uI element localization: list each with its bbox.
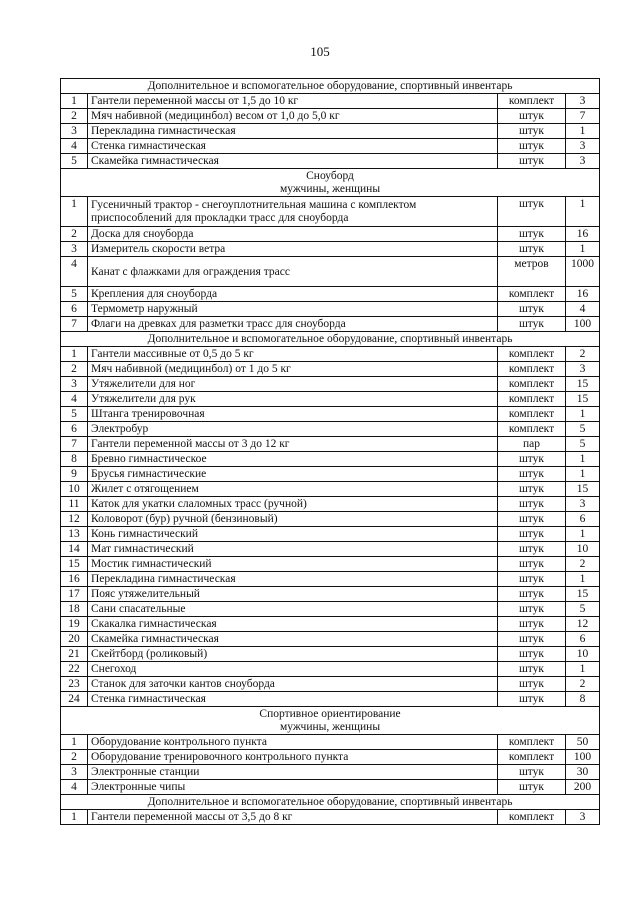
item-name: Измеритель скорости ветра: [88, 242, 498, 257]
item-name: Гантели переменной массы от 3 до 12 кг: [88, 437, 498, 452]
item-name: Мяч набивной (медицинбол) от 1 до 5 кг: [88, 362, 498, 377]
item-name: Оборудование тренировочного контрольного пункта: [88, 750, 498, 765]
item-quantity: 3: [566, 497, 600, 512]
item-unit: штук: [498, 542, 566, 557]
table-row: [61, 750, 600, 765]
item-quantity: 30: [566, 765, 600, 780]
item-quantity: 1: [566, 467, 600, 482]
row-number: 8: [61, 452, 88, 467]
row-number: 3: [61, 124, 88, 139]
item-quantity: 10: [566, 542, 600, 557]
table-row: [61, 587, 600, 602]
item-quantity: 5: [566, 437, 600, 452]
table-row: [61, 257, 600, 287]
section-header-row: [61, 79, 600, 94]
item-quantity: 100: [566, 750, 600, 765]
section-title-line: Сноуборд: [306, 170, 354, 182]
row-number: 6: [61, 302, 88, 317]
item-quantity: 15: [566, 587, 600, 602]
item-quantity: 1: [566, 407, 600, 422]
item-quantity: 16: [566, 227, 600, 242]
item-name: Мат гимнастический: [88, 542, 498, 557]
item-quantity: 1: [566, 242, 600, 257]
item-unit: штук: [498, 662, 566, 677]
row-number: 2: [61, 109, 88, 124]
table-row: [61, 810, 600, 825]
item-quantity: 1: [566, 124, 600, 139]
table-row: [61, 542, 600, 557]
item-unit: штук: [498, 617, 566, 632]
item-name: Канат с флажками для ограждения трасс: [88, 257, 498, 287]
row-number: 19: [61, 617, 88, 632]
section-title-line: мужчины, женщины: [280, 721, 381, 733]
item-quantity: 200: [566, 780, 600, 795]
table-row: [61, 602, 600, 617]
item-unit: штук: [498, 765, 566, 780]
section-title: [61, 169, 600, 197]
table-row: [61, 347, 600, 362]
item-unit: штук: [498, 482, 566, 497]
equipment-table-body: [61, 79, 600, 825]
table-row: [61, 242, 600, 257]
item-name: Скамейка гимнастическая: [88, 154, 498, 169]
item-quantity: 7: [566, 109, 600, 124]
row-number: 11: [61, 497, 88, 512]
item-name: Гантели переменной массы от 3,5 до 8 кг: [88, 810, 498, 825]
item-quantity: 4: [566, 302, 600, 317]
item-quantity: 5: [566, 422, 600, 437]
item-quantity: 5: [566, 602, 600, 617]
item-quantity: 2: [566, 347, 600, 362]
item-unit: штук: [498, 139, 566, 154]
row-number: 14: [61, 542, 88, 557]
item-name: Электронные чипы: [88, 780, 498, 795]
row-number: 1: [61, 94, 88, 109]
table-row: [61, 302, 600, 317]
section-title-line: Дополнительное и вспомогательное оборудование, спортивный инвентарь: [147, 80, 513, 92]
row-number: 20: [61, 632, 88, 647]
table-row: [61, 422, 600, 437]
item-name: Перекладина гимнастическая: [88, 124, 498, 139]
item-name: Мяч набивной (медицинбол) весом от 1,0 до 5,0 кг: [88, 109, 498, 124]
row-number: 1: [61, 735, 88, 750]
section-title-line: Дополнительное и вспомогательное оборудование, спортивный инвентарь: [147, 796, 513, 808]
item-unit: штук: [498, 227, 566, 242]
item-name: Гантели переменной массы от 1,5 до 10 кг: [88, 94, 498, 109]
row-number: 18: [61, 602, 88, 617]
item-unit: штук: [498, 242, 566, 257]
item-quantity: 1: [566, 197, 600, 227]
item-name: Коловорот (бур) ручной (бензиновый): [88, 512, 498, 527]
table-row: [61, 197, 600, 227]
table-row: [61, 407, 600, 422]
item-unit: штук: [498, 197, 566, 227]
row-number: 1: [61, 347, 88, 362]
item-quantity: 100: [566, 317, 600, 332]
item-quantity: 16: [566, 287, 600, 302]
table-row: [61, 780, 600, 795]
table-row: [61, 677, 600, 692]
equipment-table: [60, 78, 600, 825]
item-quantity: 3: [566, 154, 600, 169]
item-name: Скакалка гимнастическая: [88, 617, 498, 632]
item-quantity: 3: [566, 362, 600, 377]
row-number: 15: [61, 557, 88, 572]
item-name: Утяжелители для ног: [88, 377, 498, 392]
table-row: [61, 317, 600, 332]
row-number: 4: [61, 392, 88, 407]
row-number: 3: [61, 765, 88, 780]
item-quantity: 50: [566, 735, 600, 750]
table-row: [61, 154, 600, 169]
table-row: [61, 452, 600, 467]
row-number: 4: [61, 780, 88, 795]
section-title: [61, 332, 600, 347]
item-unit: штук: [498, 647, 566, 662]
item-unit: метров: [498, 257, 566, 287]
item-quantity: 1: [566, 527, 600, 542]
item-unit: штук: [498, 632, 566, 647]
row-number: 4: [61, 139, 88, 154]
table-row: [61, 392, 600, 407]
item-unit: штук: [498, 587, 566, 602]
item-quantity: 15: [566, 377, 600, 392]
item-name: Скамейка гимнастическая: [88, 632, 498, 647]
table-row: [61, 287, 600, 302]
item-unit: штук: [498, 677, 566, 692]
table-row: [61, 124, 600, 139]
table-row: [61, 467, 600, 482]
item-unit: штук: [498, 527, 566, 542]
item-name: Бревно гимнастическое: [88, 452, 498, 467]
item-unit: штук: [498, 154, 566, 169]
item-name: Штанга тренировочная: [88, 407, 498, 422]
table-row: [61, 512, 600, 527]
section-header-row: [61, 795, 600, 810]
row-number: 3: [61, 377, 88, 392]
item-quantity: 1: [566, 452, 600, 467]
item-name: Электронные станции: [88, 765, 498, 780]
table-row: [61, 497, 600, 512]
row-number: 1: [61, 197, 88, 227]
item-quantity: 15: [566, 482, 600, 497]
item-unit: штук: [498, 692, 566, 707]
item-name: Сани спасательные: [88, 602, 498, 617]
item-unit: штук: [498, 572, 566, 587]
table-row: [61, 572, 600, 587]
item-unit: штук: [498, 302, 566, 317]
item-name: Крепления для сноуборда: [88, 287, 498, 302]
table-row: [61, 617, 600, 632]
row-number: 1: [61, 810, 88, 825]
item-unit: штук: [498, 317, 566, 332]
table-row: [61, 527, 600, 542]
section-title: [61, 79, 600, 94]
item-unit: штук: [498, 557, 566, 572]
table-row: [61, 692, 600, 707]
section-title: [61, 707, 600, 735]
item-name: Термометр наружный: [88, 302, 498, 317]
row-number: 16: [61, 572, 88, 587]
row-number: 4: [61, 257, 88, 287]
item-unit: комплект: [498, 422, 566, 437]
table-row: [61, 632, 600, 647]
item-name: Каток для укатки слаломных трасс (ручной): [88, 497, 498, 512]
row-number: 5: [61, 287, 88, 302]
item-unit: штук: [498, 124, 566, 139]
item-name: Гантели массивные от 0,5 до 5 кг: [88, 347, 498, 362]
table-row: [61, 482, 600, 497]
table-row: [61, 557, 600, 572]
page-number: 105: [310, 44, 330, 59]
item-quantity: 3: [566, 810, 600, 825]
item-unit: комплект: [498, 750, 566, 765]
table-row: [61, 437, 600, 452]
table-row: [61, 647, 600, 662]
section-header-row: [61, 332, 600, 347]
item-unit: комплект: [498, 810, 566, 825]
item-name: Мостик гимнастический: [88, 557, 498, 572]
item-unit: комплект: [498, 407, 566, 422]
table-row: [61, 139, 600, 154]
table-row: [61, 377, 600, 392]
table-row: [61, 735, 600, 750]
item-name: Конь гимнастический: [88, 527, 498, 542]
table-row: [61, 109, 600, 124]
section-header-row: [61, 707, 600, 735]
row-number: 12: [61, 512, 88, 527]
item-quantity: 12: [566, 617, 600, 632]
section-header-row: [61, 169, 600, 197]
item-unit: штук: [498, 452, 566, 467]
item-quantity: 3: [566, 94, 600, 109]
row-number: 7: [61, 317, 88, 332]
item-quantity: 6: [566, 632, 600, 647]
row-number: 17: [61, 587, 88, 602]
row-number: 2: [61, 362, 88, 377]
item-unit: комплект: [498, 94, 566, 109]
row-number: 5: [61, 154, 88, 169]
row-number: 2: [61, 227, 88, 242]
item-name: Флаги на древках для разметки трасс для сноуборда: [88, 317, 498, 332]
row-number: 2: [61, 750, 88, 765]
item-name: Электробур: [88, 422, 498, 437]
item-unit: комплект: [498, 347, 566, 362]
table-row: [61, 765, 600, 780]
item-unit: штук: [498, 780, 566, 795]
row-number: 13: [61, 527, 88, 542]
item-quantity: 2: [566, 557, 600, 572]
row-number: 3: [61, 242, 88, 257]
item-name: Доска для сноуборда: [88, 227, 498, 242]
item-quantity: 3: [566, 139, 600, 154]
item-unit: штук: [498, 109, 566, 124]
item-unit: комплект: [498, 287, 566, 302]
item-name: Снегоход: [88, 662, 498, 677]
item-unit: штук: [498, 497, 566, 512]
row-number: 22: [61, 662, 88, 677]
section-title: [61, 795, 600, 810]
item-unit: комплект: [498, 362, 566, 377]
row-number: 9: [61, 467, 88, 482]
row-number: 23: [61, 677, 88, 692]
row-number: 6: [61, 422, 88, 437]
row-number: 10: [61, 482, 88, 497]
item-unit: штук: [498, 602, 566, 617]
row-number: 24: [61, 692, 88, 707]
item-unit: штук: [498, 512, 566, 527]
row-number: 21: [61, 647, 88, 662]
table-row: [61, 227, 600, 242]
table-row: [61, 94, 600, 109]
item-quantity: 1: [566, 572, 600, 587]
table-row: [61, 362, 600, 377]
table-row: [61, 662, 600, 677]
row-number: 7: [61, 437, 88, 452]
item-name: Утяжелители для рук: [88, 392, 498, 407]
item-name: Перекладина гимнастическая: [88, 572, 498, 587]
item-name: Стенка гимнастическая: [88, 692, 498, 707]
item-name: Брусья гимнастические: [88, 467, 498, 482]
item-name: Гусеничный трактор - снегоуплотнительная машина с комплектом приспособлений для прокладки трасс для сноуборда: [88, 197, 498, 227]
section-title-line: Спортивное ориентирование: [259, 708, 401, 720]
item-unit: комплект: [498, 392, 566, 407]
item-name: Жилет с отягощением: [88, 482, 498, 497]
row-number: 5: [61, 407, 88, 422]
item-name: Стенка гимнастическая: [88, 139, 498, 154]
item-quantity: 1000: [566, 257, 600, 287]
section-title-line: Дополнительное и вспомогательное оборудование, спортивный инвентарь: [147, 333, 513, 345]
item-name: Оборудование контрольного пункта: [88, 735, 498, 750]
item-quantity: 10: [566, 647, 600, 662]
item-unit: штук: [498, 467, 566, 482]
item-quantity: 2: [566, 677, 600, 692]
item-unit: пар: [498, 437, 566, 452]
item-name: Станок для заточки кантов сноуборда: [88, 677, 498, 692]
item-name: Скейтборд (роликовый): [88, 647, 498, 662]
item-quantity: 1: [566, 662, 600, 677]
item-quantity: 8: [566, 692, 600, 707]
section-title-line: мужчины, женщины: [280, 183, 381, 195]
item-name: Пояс утяжелительный: [88, 587, 498, 602]
item-unit: комплект: [498, 377, 566, 392]
item-unit: комплект: [498, 735, 566, 750]
item-quantity: 15: [566, 392, 600, 407]
item-quantity: 6: [566, 512, 600, 527]
